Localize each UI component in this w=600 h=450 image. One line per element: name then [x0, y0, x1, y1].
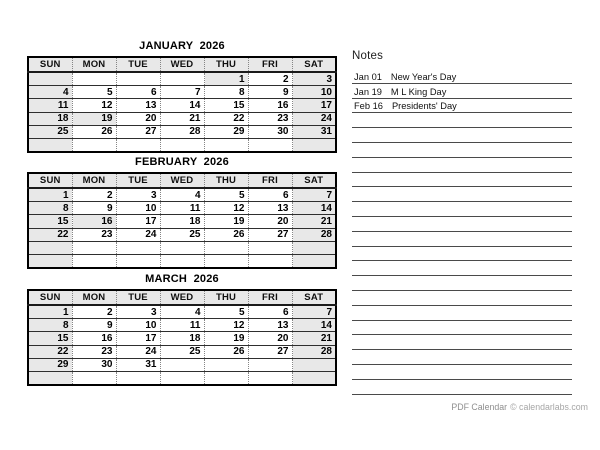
day-cell: [292, 358, 336, 371]
day-cell: 15: [28, 332, 72, 345]
day-cell: [116, 138, 160, 152]
note-blank-line: [352, 173, 572, 188]
day-cell: 1: [28, 188, 72, 202]
day-cell: 23: [72, 345, 116, 358]
day-cell: 19: [72, 112, 116, 125]
day-cell: 21: [160, 112, 204, 125]
day-cell: 24: [292, 112, 336, 125]
day-cell: 18: [28, 112, 72, 125]
day-cell: 14: [292, 319, 336, 332]
day-cell: 7: [292, 305, 336, 319]
day-header: SUN: [28, 173, 72, 188]
footer-site: © calendarlabs.com: [510, 402, 588, 412]
day-cell: 25: [28, 125, 72, 138]
note-blank-line: [352, 350, 572, 365]
day-cell: 20: [248, 332, 292, 345]
day-header: THU: [204, 57, 248, 72]
day-cell: [248, 241, 292, 254]
note-date: Jan 01: [354, 71, 382, 82]
day-cell: 21: [292, 215, 336, 228]
day-cell: 29: [204, 125, 248, 138]
day-cell: 12: [204, 319, 248, 332]
day-header: MON: [72, 57, 116, 72]
day-header: WED: [160, 290, 204, 305]
day-cell: 11: [28, 99, 72, 112]
day-cell: 18: [160, 215, 204, 228]
week-row: [28, 371, 336, 385]
day-header: TUE: [116, 290, 160, 305]
note-blank-line: [352, 276, 572, 291]
day-cell: 13: [248, 202, 292, 215]
note-blank-line: [352, 247, 572, 262]
day-cell: 5: [204, 188, 248, 202]
day-cell: 16: [248, 99, 292, 112]
day-cell: 4: [160, 188, 204, 202]
note-blank-line: [352, 158, 572, 173]
day-header: MON: [72, 173, 116, 188]
day-cell: [204, 138, 248, 152]
day-cell: 13: [116, 99, 160, 112]
day-cell: 11: [160, 319, 204, 332]
day-cell: [160, 358, 204, 371]
day-cell: 27: [248, 345, 292, 358]
day-cell: 18: [160, 332, 204, 345]
day-cell: 17: [116, 215, 160, 228]
day-cell: 2: [72, 305, 116, 319]
day-cell: [204, 241, 248, 254]
day-cell: [72, 72, 116, 86]
day-cell: [28, 138, 72, 152]
footer: [352, 402, 588, 412]
day-cell: 22: [28, 345, 72, 358]
note-blank-line: [352, 187, 572, 202]
day-header: SAT: [292, 173, 336, 188]
day-cell: 1: [28, 305, 72, 319]
day-cell: 28: [292, 345, 336, 358]
day-header: SUN: [28, 290, 72, 305]
day-cell: 8: [204, 86, 248, 99]
day-cell: 27: [248, 228, 292, 241]
day-cell: 20: [116, 112, 160, 125]
day-cell: [204, 254, 248, 268]
note-blank-line: [352, 306, 572, 321]
note-blank-line: [352, 335, 572, 350]
day-cell: [248, 371, 292, 385]
week-row: [28, 188, 336, 202]
day-cell: 14: [292, 202, 336, 215]
day-cell: 30: [72, 358, 116, 371]
note-blank-line: [352, 261, 572, 276]
day-cell: 1: [204, 72, 248, 86]
day-cell: 12: [204, 202, 248, 215]
day-cell: 3: [116, 305, 160, 319]
day-header: THU: [204, 173, 248, 188]
note-label: M L King Day: [390, 86, 447, 97]
day-cell: 23: [248, 112, 292, 125]
day-cell: 5: [72, 86, 116, 99]
day-cell: 22: [204, 112, 248, 125]
day-header: FRI: [248, 290, 292, 305]
weekday-header-row: [28, 290, 336, 305]
day-cell: 2: [72, 188, 116, 202]
note-date: Feb 16: [354, 101, 383, 112]
day-cell: 28: [160, 125, 204, 138]
day-cell: [28, 371, 72, 385]
month-march: [27, 271, 337, 386]
day-cell: [72, 254, 116, 268]
day-cell: 12: [72, 99, 116, 112]
day-cell: 6: [248, 305, 292, 319]
month-february: [27, 154, 337, 269]
day-cell: 9: [72, 319, 116, 332]
day-cell: 10: [292, 86, 336, 99]
week-row: [28, 345, 336, 358]
day-cell: 9: [72, 202, 116, 215]
day-cell: 17: [116, 332, 160, 345]
day-cell: 19: [204, 215, 248, 228]
day-cell: 2: [248, 72, 292, 86]
day-header: FRI: [248, 57, 292, 72]
day-header: SAT: [292, 57, 336, 72]
day-cell: [248, 254, 292, 268]
day-cell: 25: [160, 228, 204, 241]
day-cell: 31: [116, 358, 160, 371]
day-cell: 22: [28, 228, 72, 241]
day-cell: [248, 138, 292, 152]
day-cell: [160, 371, 204, 385]
day-cell: 16: [72, 215, 116, 228]
day-cell: [116, 371, 160, 385]
day-cell: [292, 241, 336, 254]
day-cell: [72, 138, 116, 152]
note-blank-line: [352, 143, 572, 158]
day-cell: 10: [116, 319, 160, 332]
week-row: [28, 202, 336, 215]
week-row: [28, 319, 336, 332]
note-date: Jan 19: [354, 86, 382, 97]
note-blank-line: [352, 217, 572, 232]
week-row: [28, 72, 336, 86]
day-cell: [28, 241, 72, 254]
day-cell: 10: [116, 202, 160, 215]
week-row: [28, 99, 336, 112]
day-header: WED: [160, 173, 204, 188]
day-cell: 7: [292, 188, 336, 202]
note-blank-line: [352, 321, 572, 336]
day-header: MON: [72, 290, 116, 305]
note-blank-line: [352, 113, 572, 128]
week-row: [28, 86, 336, 99]
day-cell: 14: [160, 99, 204, 112]
day-cell: 7: [160, 86, 204, 99]
week-row: [28, 241, 336, 254]
day-cell: [160, 72, 204, 86]
month-january: [27, 38, 337, 153]
day-cell: 24: [116, 228, 160, 241]
day-header: SUN: [28, 57, 72, 72]
week-row: [28, 358, 336, 371]
day-cell: 20: [248, 215, 292, 228]
note-entry: [352, 69, 572, 84]
day-cell: 24: [116, 345, 160, 358]
day-cell: 16: [72, 332, 116, 345]
day-cell: 15: [28, 215, 72, 228]
day-cell: 19: [204, 332, 248, 345]
day-cell: 25: [160, 345, 204, 358]
day-cell: 13: [248, 319, 292, 332]
day-cell: [292, 371, 336, 385]
week-row: [28, 138, 336, 152]
day-cell: [160, 138, 204, 152]
week-row: [28, 254, 336, 268]
day-header: SAT: [292, 290, 336, 305]
day-cell: 31: [292, 125, 336, 138]
day-header: TUE: [116, 57, 160, 72]
day-header: TUE: [116, 173, 160, 188]
weekday-header-row: [28, 173, 336, 188]
note-blank-line: [352, 128, 572, 143]
month-grid: [27, 289, 337, 386]
day-cell: 4: [28, 86, 72, 99]
day-cell: 8: [28, 319, 72, 332]
day-cell: 6: [116, 86, 160, 99]
day-cell: [116, 254, 160, 268]
month-grid: [27, 172, 337, 269]
day-cell: [160, 254, 204, 268]
note-blank-line: [352, 291, 572, 306]
note-label: Presidents' Day: [391, 101, 457, 112]
week-row: [28, 125, 336, 138]
day-cell: [28, 72, 72, 86]
day-cell: 15: [204, 99, 248, 112]
week-row: [28, 305, 336, 319]
note-entry: [352, 99, 572, 114]
day-header: THU: [204, 290, 248, 305]
day-cell: 26: [204, 345, 248, 358]
day-header: FRI: [248, 173, 292, 188]
day-cell: 26: [204, 228, 248, 241]
week-row: [28, 112, 336, 125]
day-cell: [72, 241, 116, 254]
day-cell: 21: [292, 332, 336, 345]
week-row: [28, 332, 336, 345]
note-blank-line: [352, 380, 572, 395]
day-cell: 11: [160, 202, 204, 215]
day-cell: 17: [292, 99, 336, 112]
day-cell: 9: [248, 86, 292, 99]
day-header: WED: [160, 57, 204, 72]
month-title: MARCH 2026: [145, 273, 219, 285]
day-cell: 3: [116, 188, 160, 202]
day-cell: 26: [72, 125, 116, 138]
month-grid: [27, 56, 337, 153]
day-cell: [204, 358, 248, 371]
day-cell: [72, 371, 116, 385]
day-cell: [116, 72, 160, 86]
day-cell: 29: [28, 358, 72, 371]
week-row: [28, 228, 336, 241]
day-cell: [292, 254, 336, 268]
day-cell: [204, 371, 248, 385]
note-label: New Year's Day: [390, 71, 457, 82]
day-cell: [248, 358, 292, 371]
day-cell: 3: [292, 72, 336, 86]
day-cell: [160, 241, 204, 254]
day-cell: 28: [292, 228, 336, 241]
day-cell: 8: [28, 202, 72, 215]
month-title: JANUARY 2026: [139, 40, 225, 52]
day-cell: 30: [248, 125, 292, 138]
note-entry: [352, 84, 572, 99]
notes-lines: [352, 69, 572, 395]
note-blank-line: [352, 232, 572, 247]
day-cell: 5: [204, 305, 248, 319]
day-cell: [116, 241, 160, 254]
notes-title: Notes: [352, 50, 384, 62]
day-cell: 27: [116, 125, 160, 138]
note-blank-line: [352, 365, 572, 380]
week-row: [28, 215, 336, 228]
weekday-header-row: [28, 57, 336, 72]
day-cell: 6: [248, 188, 292, 202]
footer-label: PDF Calendar: [451, 402, 508, 412]
note-blank-line: [352, 202, 572, 217]
day-cell: 23: [72, 228, 116, 241]
month-title: FEBRUARY 2026: [135, 156, 229, 168]
day-cell: 4: [160, 305, 204, 319]
day-cell: [28, 254, 72, 268]
day-cell: [292, 138, 336, 152]
